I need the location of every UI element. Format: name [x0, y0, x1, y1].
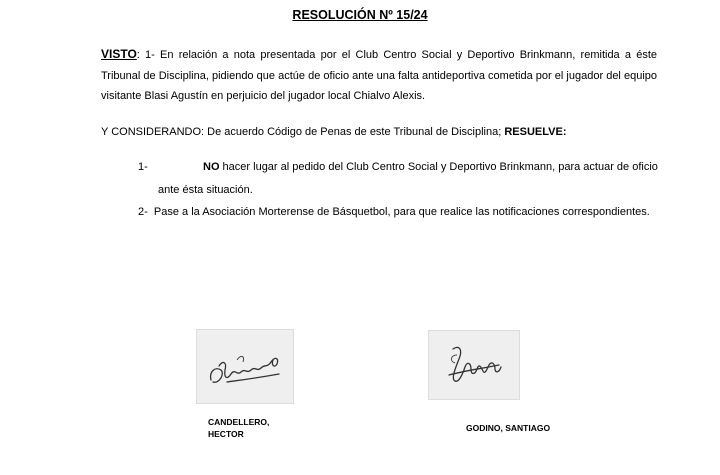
- signatory-1-surname: CANDELLERO,: [208, 417, 270, 427]
- resuelve-colon: :: [562, 126, 567, 138]
- resolution-title: RESOLUCIÓN Nº 15/24: [292, 8, 428, 22]
- signature-candellero-icon: [197, 330, 293, 403]
- signature-godino-image: [428, 330, 520, 400]
- considerando-text: Y CONSIDERANDO: De acuerdo Código de Penas de este Tribunal de Disciplina;: [101, 126, 505, 138]
- considerando-paragraph: [101, 122, 657, 143]
- signature-candellero-image: [196, 329, 294, 404]
- signatory-2-name: GODINO, SANTIAGO: [466, 423, 551, 433]
- item-1-number: 1-: [138, 161, 148, 173]
- item-1-continuation: ante ésta situación.: [158, 184, 253, 196]
- item-2: [138, 202, 650, 223]
- signatory-1-firstname: HECTOR: [208, 429, 244, 439]
- item-1-bold: NO: [203, 161, 220, 173]
- visto-paragraph: [101, 44, 657, 107]
- item-1-text: [203, 157, 658, 178]
- item-1-body: hacer lugar al pedido del Club Centro Social y Deportivo Brinkmann, para actuar de oficio: [219, 161, 658, 173]
- visto-text: : 1- En relación a nota presentada por el Club Centro Social y Deportivo Brinkmann, remitida a éste Tribunal de Disciplina, pidiendo que actúe de oficio ante una falta antideportiva cometida por el jugador del equipo visitante Blasi Agustín en perjuicio del jugador local Chialvo Alexis.: [101, 49, 657, 102]
- signature-godino-icon: [429, 331, 519, 399]
- signatory-1-name: [208, 416, 288, 440]
- resuelve-label: RESUELVE: [504, 126, 563, 138]
- visto-label: VISTO: [101, 47, 137, 61]
- item-2-number: 2-: [138, 206, 148, 218]
- item-2-text: Pase a la Asociación Morterense de Básquetbol, para que realice las notificaciones correspondientes.: [153, 206, 650, 218]
